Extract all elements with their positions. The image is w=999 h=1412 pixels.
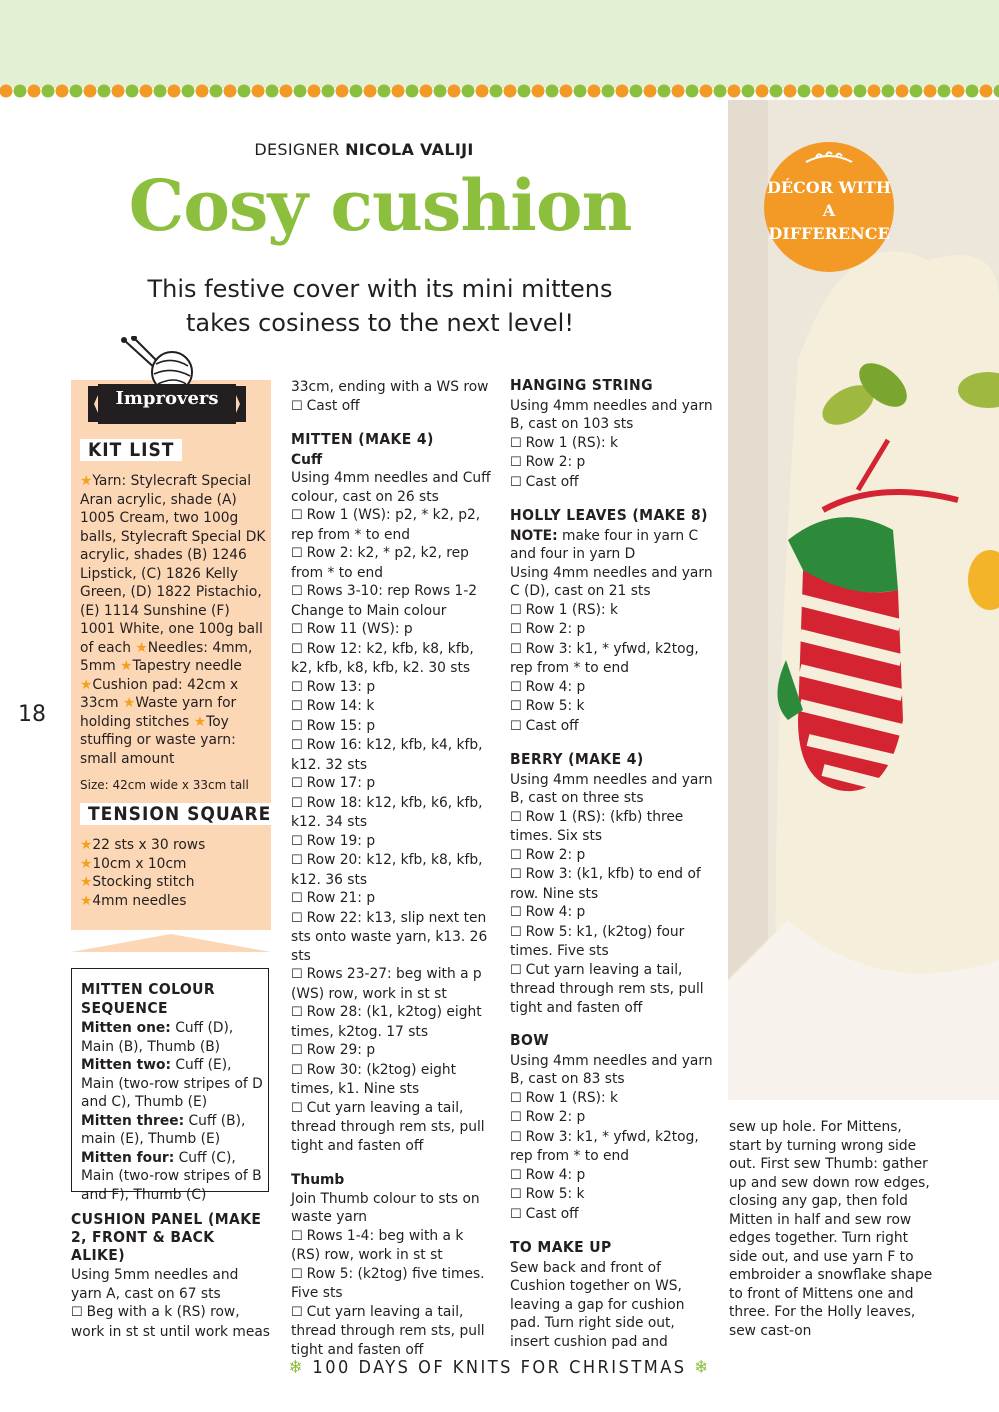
- holly-title: HOLLY LEAVES (MAKE 8): [510, 506, 708, 524]
- border-dot: [266, 85, 279, 98]
- berry-intro: Using 4mm needles and yarn B, cast on three sts: [510, 771, 713, 806]
- border-dot: [882, 85, 895, 98]
- makeup-title: TO MAKE UP: [510, 1238, 612, 1256]
- makeup-continued-text: sew up hole. For Mittens, start by turning wrong side out. First sew Thumb: gather up and sew down row edges, closing any gap, then fold Mitten in half and sew row edges together. Turn right side out, and use yarn F to embroider a snowflake shape to front of Mittens one and three. For the Holly leaves, sew cast-on: [729, 1119, 933, 1339]
- mitten-sequence: [81, 980, 265, 1204]
- pattern-row: ☐ Cut yarn leaving a tail, thread through rem sts, pull tight and fasten off: [291, 1099, 496, 1156]
- border-dot: [826, 85, 839, 98]
- star-icon: ★: [80, 837, 93, 853]
- cushion-panel-row: ☐ Beg with a k (RS) row, work in st st until work meas: [71, 1303, 271, 1341]
- snowflake-icon: ❄: [694, 1357, 711, 1378]
- tension-item: ★4mm needles: [80, 892, 187, 909]
- pattern-row: ☐ Cut yarn leaving a tail, thread through rem sts, pull tight and fasten off: [291, 1303, 496, 1360]
- border-dot: [784, 85, 797, 98]
- pattern-row: ☐ Row 3: (k1, kfb) to end of row. Nine sts: [510, 865, 715, 903]
- pattern-row: ☐ Rows 1-4: beg with a k (RS) row, work in st st: [291, 1227, 496, 1265]
- pattern-row: ☐ Row 1 (RS): k: [510, 601, 715, 621]
- border-dot: [392, 85, 405, 98]
- cushion-panel-section: [71, 1210, 271, 1341]
- pattern-row: ☐ Row 2: k2, * p2, k2, rep from * to end: [291, 544, 496, 582]
- pattern-row: ☐ Row 21: p: [291, 889, 496, 909]
- makeup-text: Sew back and front of Cushion together on WS, leaving a gap for cushion pad. Turn right side out, insert cushion pad and: [510, 1259, 685, 1350]
- page-title: Cosy cushion: [128, 164, 632, 247]
- border-dot: [868, 85, 881, 98]
- border-dot: [574, 85, 587, 98]
- star-icon: ★: [80, 855, 93, 872]
- cushion-panel-intro: Using 5mm needles and yarn A, cast on 67 sts: [71, 1267, 239, 1302]
- pattern-row: ☐ Row 5: k: [510, 1185, 715, 1205]
- border-dot: [938, 85, 951, 98]
- pattern-row: ☐ Cut yarn leaving a tail, thread through rem sts, pull tight and fasten off: [510, 961, 715, 1018]
- pattern-row: ☐ Row 5: k1, (k2tog) four times. Five sts: [510, 923, 715, 961]
- snowflake-icon: ❄: [288, 1357, 305, 1378]
- border-dot: [840, 85, 853, 98]
- star-icon: ★: [80, 676, 93, 693]
- border-dot: [798, 85, 811, 98]
- border-dot: [952, 85, 965, 98]
- border-dot: [98, 85, 111, 98]
- sequence-entry: Mitten four: Cuff (C), Main (two-row stripes of B and F), Thumb (C): [81, 1149, 262, 1203]
- pattern-row: ☐ Row 2: p: [510, 453, 715, 473]
- border-dot: [336, 85, 349, 98]
- border-dot: [588, 85, 601, 98]
- border-dot: [980, 85, 993, 98]
- bow-intro: Using 4mm needles and yarn B, cast on 83 sts: [510, 1052, 713, 1087]
- border-dot: [616, 85, 629, 98]
- footer-text: 100 DAYS OF KNITS FOR CHRISTMAS: [312, 1357, 687, 1378]
- border-dot: [322, 85, 335, 98]
- border-dot: [812, 85, 825, 98]
- border-dot: [126, 85, 139, 98]
- border-dot: [910, 85, 923, 98]
- footer: [0, 1357, 999, 1378]
- border-dot: [70, 85, 83, 98]
- pattern-row: ☐ Row 12: k2, kfb, k8, kfb, k2, kfb, k8, kfb, k2. 30 sts: [291, 640, 496, 678]
- border-dot: [280, 85, 293, 98]
- pattern-row: ☐ Row 3: k1, * yfwd, k2tog, rep from * to end: [510, 1128, 715, 1166]
- border-dot: [560, 85, 573, 98]
- thumb-title: Thumb: [291, 1172, 345, 1188]
- border-dot: [434, 85, 447, 98]
- border-dot: [546, 85, 559, 98]
- border-dot: [420, 85, 433, 98]
- border-dot: [896, 85, 909, 98]
- border-dot: [42, 85, 55, 98]
- pattern-row: ☐ Row 5: (k2tog) five times. Five sts: [291, 1265, 496, 1303]
- sequence-entry: Mitten two: Cuff (E), Main (two-row stripes of D and C), Thumb (E): [81, 1057, 263, 1110]
- designer-label: DESIGNER: [254, 140, 340, 159]
- border-dot: [742, 85, 755, 98]
- mitten-column: [291, 378, 496, 1359]
- border-dot: [28, 85, 41, 98]
- kit-list-title: KIT LIST: [80, 439, 182, 461]
- pattern-row: ☐ Row 3: k1, * yfwd, k2tog, rep from * to end: [510, 640, 715, 678]
- border-dot: [406, 85, 419, 98]
- tension-item: ★Stocking stitch: [80, 874, 195, 890]
- border-dot: [14, 85, 27, 98]
- star-icon: ★: [193, 713, 207, 730]
- pattern-row: ☐ Cast off: [510, 473, 715, 493]
- holly-intro: Using 4mm needles and yarn C (D), cast on 21 sts: [510, 564, 713, 599]
- pattern-row: ☐ Row 14: k: [291, 697, 496, 717]
- star-icon: ★: [80, 892, 93, 909]
- border-dot: [182, 85, 195, 98]
- pattern-row: ☐ Row 4: p: [510, 1166, 715, 1186]
- border-dot: [854, 85, 867, 98]
- badge-line-2: A DIFFERENCE: [768, 201, 890, 243]
- border-dot: [756, 85, 769, 98]
- border-dot: [112, 85, 125, 98]
- border-dot: [924, 85, 937, 98]
- star-icon: ★: [120, 658, 133, 674]
- border-dot: [714, 85, 727, 98]
- tension-list: [80, 836, 268, 910]
- border-dot: [532, 85, 545, 98]
- border-dot: [168, 85, 181, 98]
- pattern-row: ☐ Row 2: p: [510, 846, 715, 866]
- tension-title: TENSION SQUARE: [80, 803, 279, 825]
- pattern-row: ☐ Cast off: [510, 717, 715, 737]
- cuff-intro: Using 4mm needles and Cuff colour, cast on 26 sts: [291, 470, 491, 505]
- designer-name: NICOLA VALIJI: [345, 140, 474, 159]
- accessories-column: [510, 376, 715, 1351]
- border-dot: [196, 85, 209, 98]
- change-note: Change to Main colour: [291, 602, 447, 619]
- bow-title: BOW: [510, 1031, 550, 1049]
- border-dot: [238, 85, 251, 98]
- kit-list: [80, 472, 268, 795]
- holly-note: NOTE: make four in yarn C and four in yarn D: [510, 527, 699, 562]
- pattern-row: ☐ Row 1 (RS): k: [510, 1089, 715, 1109]
- pattern-row: ☐ Row 15: p: [291, 717, 496, 737]
- header-band: [0, 0, 999, 88]
- star-icon: ★: [122, 695, 136, 711]
- border-dot: [462, 85, 475, 98]
- pattern-row: ☐ Rows 23-27: beg with a p (WS) row, work in st st: [291, 965, 496, 1003]
- border-dot: [770, 85, 783, 98]
- border-dot: [210, 85, 223, 98]
- pattern-row: ☐ Row 4: p: [510, 903, 715, 923]
- border-dot: [56, 85, 69, 98]
- border-dot: [490, 85, 503, 98]
- pattern-row: ☐ Row 2: p: [510, 1108, 715, 1128]
- border-dot: [0, 85, 13, 98]
- border-dot: [630, 85, 643, 98]
- swirl-icon: [802, 148, 856, 168]
- sequence-entry: Mitten three: Cuff (B), main (E), Thumb (E): [81, 1112, 246, 1147]
- border-dot: [308, 85, 321, 98]
- pattern-row: ☐ Rows 3-10: rep Rows 1-2: [291, 582, 496, 602]
- border-dot: [154, 85, 167, 98]
- border-dot: [84, 85, 97, 98]
- sequence-entry: Mitten one: Cuff (D), Main (B), Thumb (B): [81, 1020, 234, 1055]
- pattern-row: ☐ Row 4: p: [510, 678, 715, 698]
- border-dot: [602, 85, 615, 98]
- border-dot: [518, 85, 531, 98]
- pattern-row: ☐ Row 18: k12, kfb, k6, kfb, k12. 34 sts: [291, 794, 496, 832]
- cuff-title: Cuff: [291, 451, 323, 468]
- pattern-row: ☐ Row 20: k12, kfb, k8, kfb, k12. 36 sts: [291, 851, 496, 889]
- pattern-row: ☐ Row 1 (WS): p2, * k2, p2, rep from * to end: [291, 506, 496, 544]
- border-dot: [140, 85, 153, 98]
- pattern-row: ☐ Row 2: p: [510, 620, 715, 640]
- border-dot: [448, 85, 461, 98]
- pattern-row: ☐ Cast off: [510, 1205, 715, 1225]
- tension-item: ★22 sts x 30 rows: [80, 837, 206, 853]
- border-dot: [224, 85, 237, 98]
- subtitle-line-1: This festive cover with its mini mittens: [147, 275, 613, 303]
- pattern-row: ☐ Row 19: p: [291, 832, 496, 852]
- continued-text: 33cm, ending with a WS row: [291, 379, 489, 395]
- tension-item: ★10cm x 10cm: [80, 855, 187, 872]
- hanging-intro: Using 4mm needles and yarn B, cast on 103 sts: [510, 397, 713, 432]
- page-number: 18: [18, 702, 46, 727]
- berry-title: BERRY (MAKE 4): [510, 750, 644, 768]
- star-icon: ★: [135, 639, 148, 656]
- border-dot: [504, 85, 517, 98]
- cast-off-step: ☐ Cast off: [291, 397, 496, 417]
- star-icon: ★: [80, 473, 93, 489]
- pattern-row: ☐ Row 28: (k1, k2tog) eight times, k2tog. 17 sts: [291, 1003, 496, 1041]
- skill-level: Improvers: [115, 388, 219, 409]
- border-dot: [378, 85, 391, 98]
- border-dot: [364, 85, 377, 98]
- makeup-continued: [729, 1118, 934, 1340]
- border-dot: [294, 85, 307, 98]
- kit-list-heading: [80, 436, 182, 464]
- pattern-row: ☐ Row 29: p: [291, 1041, 496, 1061]
- pattern-row: ☐ Row 13: p: [291, 678, 496, 698]
- badge-line-1: DÉCOR WITH: [766, 178, 892, 197]
- hanging-title: HANGING STRING: [510, 376, 653, 394]
- pattern-row: ☐ Row 1 (RS): k: [510, 434, 715, 454]
- tension-heading: [80, 800, 279, 828]
- border-dot: [350, 85, 363, 98]
- panel-notch: [71, 930, 271, 952]
- thumb-intro: Join Thumb colour to sts on waste yarn: [291, 1190, 480, 1225]
- border-dot: [658, 85, 671, 98]
- subtitle-line-2: takes cosiness to the next level!: [186, 309, 574, 337]
- border-dot: [476, 85, 489, 98]
- border-dot: [994, 85, 999, 98]
- border-dot: [644, 85, 657, 98]
- pattern-row: ☐ Row 17: p: [291, 774, 496, 794]
- pattern-row: ☐ Row 1 (RS): (kfb) three times. Six sts: [510, 808, 715, 846]
- kit-item: ★Yarn: Stylecraft Special Aran acrylic, shade (A) 1005 Cream, two 100g balls, Stylecraft Special DK acrylic, shades (B) 1246 Lipstick, (C) 1826 Kelly Green, (D) 1822 Pistachio, (E) 1114 Sunshine (F) 1001 White, one 100g ball of each ★Needles: 4mm, 5mm ★Tapestry needle ★Cushion pad: 42cm x 33cm ★Waste yarn for holding stitches ★Toy stuffing or waste yarn: small amount: [80, 473, 266, 767]
- border-dot: [728, 85, 741, 98]
- mitten-sequence-title: MITTEN COLOUR SEQUENCE: [81, 980, 216, 1017]
- border-dot: [966, 85, 979, 98]
- pattern-row: ☐ Row 5: k: [510, 697, 715, 717]
- decor-badge: [764, 142, 894, 272]
- subtitle: [0, 272, 760, 340]
- pattern-row: ☐ Row 30: (k2tog) eight times, k1. Nine sts: [291, 1061, 496, 1099]
- border-dot: [672, 85, 685, 98]
- border-dot: [686, 85, 699, 98]
- star-icon: ★: [80, 874, 93, 890]
- border-dot: [252, 85, 265, 98]
- mitten-title: MITTEN (MAKE 4): [291, 430, 434, 448]
- size-note: Size: 42cm wide x 33cm tall: [80, 778, 249, 792]
- border-dot: [700, 85, 713, 98]
- cushion-panel-title: CUSHION PANEL (MAKE 2, FRONT & BACK ALIKE): [71, 1210, 262, 1264]
- pattern-row: ☐ Row 16: k12, kfb, k4, kfb, k12. 32 sts: [291, 736, 496, 774]
- pattern-row: ☐ Row 11 (WS): p: [291, 620, 496, 640]
- pattern-row: ☐ Row 22: k13, slip next ten sts onto waste yarn, k13. 26 sts: [291, 909, 496, 966]
